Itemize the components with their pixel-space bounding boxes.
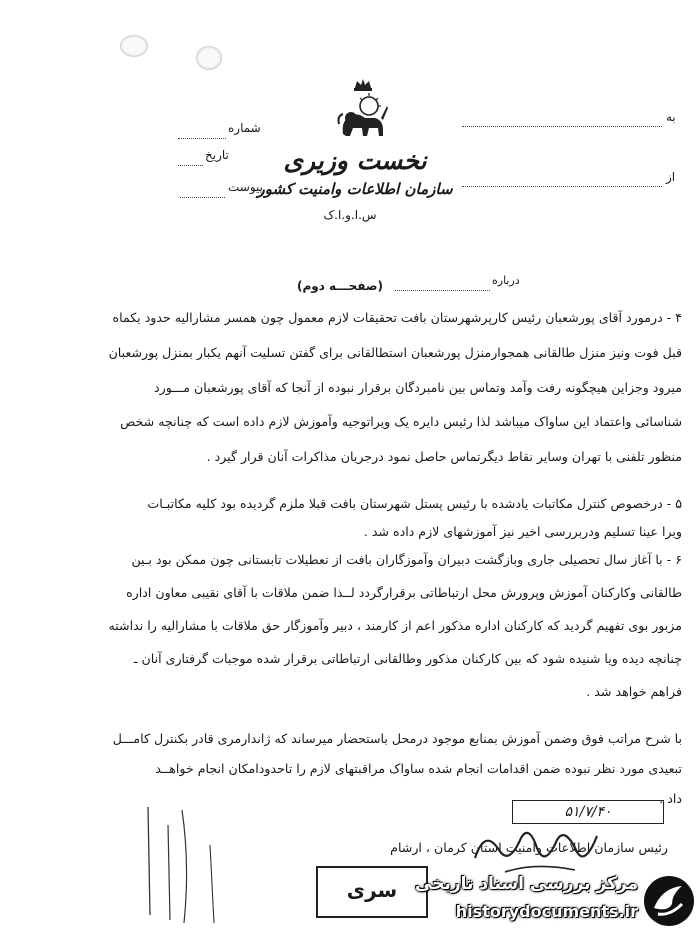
from-field-line xyxy=(462,185,662,187)
signature-line: رئیس سازمان اطلاعات وامنیت استان کرمان ، ارشام xyxy=(390,840,668,855)
paragraph-line: ۴ - درمورد آقای پورشعبان رئیس کارپرشهرستان بافت تحقیقات لازم معمول چون همسر مشارالیه حدود یکماه xyxy=(112,310,682,325)
paragraph-line: مزبور بوی تفهیم گردید که کارکنان اداره مذکور اعم از کارمند ، دبیر وآموزگار حق ملاقات با مشارالیه را نداشته xyxy=(108,618,682,633)
date-label: تاریخ xyxy=(205,148,229,162)
paragraph-line: ۵ - درخصوص کنترل مکاتبات یادشده با رئیس پستل شهرستان بافت قبلا ملزم گردیده بود کلیه مکاتبـات xyxy=(147,496,682,511)
punch-hole-top-left xyxy=(120,35,148,57)
from-label: از xyxy=(666,170,676,184)
lion-and-sun-emblem-icon xyxy=(335,76,391,142)
margin-annotation-marks-icon xyxy=(140,805,240,925)
archive-logo-icon xyxy=(642,874,696,928)
paragraph-line: ویرا عینا تسلیم ودربررسی اخیر نیز آموزشهای لازم داده شد . xyxy=(363,524,682,539)
org-code: س.ا.و.ا.ک xyxy=(323,208,377,222)
paragraph-line: چنانچه دیده ویا شنیده شود که بین کارکنان مذکور وطالقانی ارتباطاتی برقرار شده موجبات گرفتاری آنان ـ xyxy=(133,651,682,666)
subject-label: درباره xyxy=(492,274,520,287)
paragraph-line: داد . xyxy=(659,791,682,806)
paragraph-line: فراهم خواهد شد . xyxy=(586,684,682,699)
paragraph-line: با شرح مراتب فوق وضمن آموزش بمنابع موجود درمحل باستحضار میرساند که ژاندارمری قادر بکنترل کامـــل xyxy=(112,731,682,746)
paragraph-line: قبل فوت ونیز منزل طالقانی همجوارمنزل پورشعبان استطالقانی برای گفتن تسلیت آنهم یکبار بمنزل پورشعبان xyxy=(108,345,682,360)
org-ministry-title: نخست وزیری xyxy=(283,146,427,175)
archive-watermark xyxy=(415,870,700,932)
org-agency-title: سازمان اطلاعات وامنیت کشور xyxy=(257,180,453,198)
attachment-field-line xyxy=(180,196,225,198)
date-field-line xyxy=(178,164,203,166)
handwritten-signature-icon xyxy=(465,818,605,878)
page-marker: (صفحـــه دوم) xyxy=(296,279,384,293)
paragraph-line: منظور تلفنی با تهران وسایر نقاط دیگرتماس حاصل نمود درجریان مذاکرات آنان قرار گیرد . xyxy=(206,449,682,464)
watermark-title: مرکز بررسی اسناد تاریخی xyxy=(415,874,638,894)
classification-stamp xyxy=(316,866,428,918)
stamp-secret-text: سری xyxy=(346,878,398,902)
to-label: به xyxy=(666,110,676,124)
paragraph-line: شناسائی واعتماد این ساواک میباشد لذا رئیس دایره یک ویراتوجیه وآموزش لازم داده است که چنانچه شخص xyxy=(120,414,682,429)
watermark-url: historydocuments.ir xyxy=(455,902,638,921)
paragraph-line: تبعیدی مورد نظر نبوده ضمن اقدامات انجام شده ساواک مراقبتهای لازم را تاحدودامکان انجام خواهــد xyxy=(155,761,682,776)
paragraph-line: طالقانی وکارکنان آموزش وپرورش محل ارتباطاتی برقرارگردد لــذا ضمن ملاقات با آقای نقیبی معاون اداره xyxy=(126,585,682,600)
punch-hole-top-right xyxy=(196,46,222,70)
to-field-line xyxy=(462,125,662,127)
attachment-label: پیوست xyxy=(228,180,263,194)
stamp-date: ۵۱/۷/۴۰ xyxy=(564,804,612,820)
paragraph-line: ۶ - با آغاز سال تحصیلی جاری وبازگشت دبیران وآموزگاران بافت از تعطیلات تابستانی چون ممکن بود بـین xyxy=(131,552,682,567)
number-field-line xyxy=(178,137,226,139)
subject-field-line xyxy=(395,289,490,291)
number-label: شماره xyxy=(228,121,261,135)
paragraph-line: میرود وجزاین هیچگونه رفت وآمد وتماس بین نامبردگان برقرار نبوده از آنجا که آقای پورشعبان مـــورد xyxy=(154,380,682,395)
